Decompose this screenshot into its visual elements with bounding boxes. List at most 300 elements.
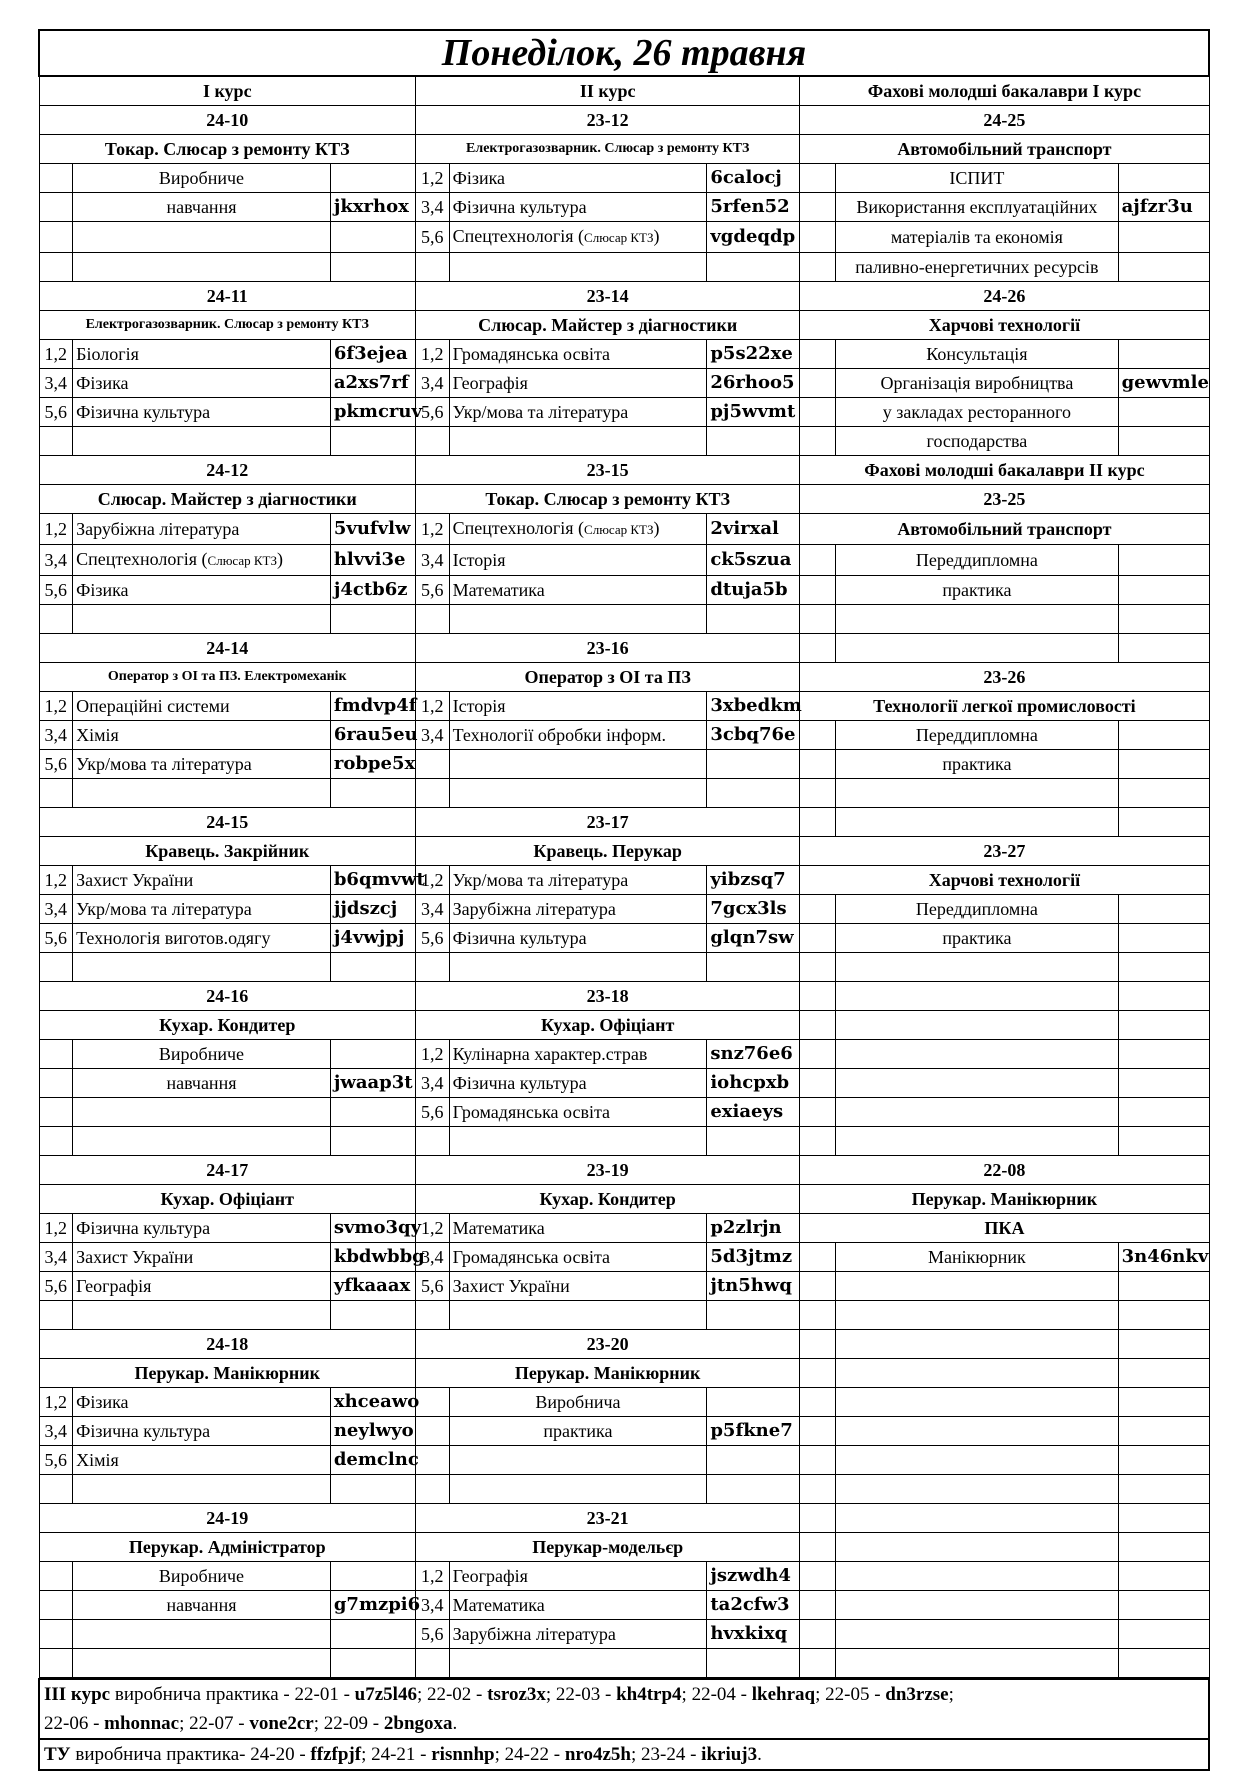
footer-text: ; 24-22 - (494, 1744, 565, 1765)
subject-note: Слюсар КТЗ (584, 522, 654, 537)
subject-cell (449, 750, 707, 779)
pair-number (800, 1620, 836, 1649)
pair-number (800, 924, 836, 953)
class-code (707, 1649, 800, 1678)
pair-number (800, 982, 836, 1011)
footer-text: 22-06 - (44, 1713, 105, 1734)
subject-cell (836, 1098, 1118, 1127)
schedule-row (39, 282, 1209, 311)
subject-cell (836, 1069, 1118, 1098)
class-code (707, 750, 800, 779)
pair-number (416, 605, 450, 634)
pair-number (800, 1562, 836, 1591)
subject-cell: Укр/мова та література (449, 866, 707, 895)
class-code (330, 1562, 415, 1591)
subject-cell (73, 1301, 331, 1330)
class-code: demclnc (330, 1446, 415, 1475)
subject-cell: Захист України (73, 1243, 331, 1272)
subject-cell: Фізика (449, 164, 707, 193)
class-code: 6rau5eu (330, 721, 415, 750)
class-code (1118, 605, 1209, 634)
class-code (330, 164, 415, 193)
footer-text: виробнича практика - 22-01 - (110, 1684, 355, 1705)
subject-cell: навчання (73, 193, 331, 222)
footer-text: . (452, 1713, 458, 1734)
group-code: 23-14 (416, 282, 800, 311)
subject-cell (449, 427, 707, 456)
footer-code: ikriuj3 (701, 1744, 758, 1765)
group-code: 24-18 (39, 1330, 416, 1359)
pair-number (800, 369, 836, 398)
group-specialty: Кухар. Кондитер (416, 1185, 800, 1214)
class-code: iohcpxb (707, 1069, 800, 1098)
class-code (1118, 634, 1209, 663)
class-code (707, 953, 800, 982)
group-code: 23-26 (800, 663, 1209, 692)
pair-number (416, 1475, 450, 1504)
schedule-row (39, 1214, 1209, 1243)
group-code: 23-17 (416, 808, 800, 837)
class-code: fmdvp4f (330, 692, 415, 721)
schedule-row (39, 135, 1209, 164)
group-code: 24-12 (39, 456, 416, 485)
subject-text: ) (276, 549, 283, 569)
subject-cell: Математика (449, 1214, 707, 1243)
subject-cell: Виробниче (73, 1562, 331, 1591)
schedule-row (39, 1156, 1209, 1185)
group-specialty: Фахові молодші бакалаври II курс (800, 456, 1209, 485)
pair-number: 5,6 (39, 576, 73, 605)
subject-cell (449, 1446, 707, 1475)
class-code (330, 222, 415, 253)
class-code (1118, 924, 1209, 953)
schedule-row (39, 106, 1209, 135)
group-specialty: Харчові технології (800, 866, 1209, 895)
course-row (39, 76, 1209, 106)
subject-cell (73, 427, 331, 456)
schedule-row (39, 1591, 1209, 1620)
course-header-2: II курс (416, 76, 800, 106)
pair-number: 3,4 (39, 545, 73, 576)
pair-number: 1,2 (416, 1214, 450, 1243)
subject-cell: Фізична культура (73, 398, 331, 427)
subject-cell (836, 1388, 1118, 1417)
footer-text: ; 22-05 - (815, 1684, 886, 1705)
class-code: kbdwbbg (330, 1243, 415, 1272)
subject-text: ) (653, 226, 660, 246)
subject-cell: матеріалів та економія (836, 222, 1118, 253)
pair-number (39, 1591, 73, 1620)
class-code (707, 1388, 800, 1417)
group-specialty: Перукар. Адміністратор (39, 1533, 416, 1562)
group-specialty: Харчові технології (800, 311, 1209, 340)
class-code (1118, 953, 1209, 982)
schedule-row (39, 1475, 1209, 1504)
pair-number (39, 253, 73, 282)
subject-cell: навчання (73, 1069, 331, 1098)
group-specialty: Кухар. Кондитер (39, 1011, 416, 1040)
subject-cell: Захист України (73, 866, 331, 895)
pair-number: 1,2 (39, 1214, 73, 1243)
pair-number (416, 1649, 450, 1678)
class-code: j4ctb6z (330, 576, 415, 605)
pair-number (39, 1127, 73, 1156)
subject-cell (836, 634, 1118, 663)
class-code (1118, 222, 1209, 253)
subject-cell (836, 1301, 1118, 1330)
class-code (707, 605, 800, 634)
footer-text: . (757, 1744, 762, 1765)
footer-notes (38, 1678, 1210, 1771)
group-specialty: Електрогазозварник. Слюсар з ремонту КТЗ (39, 311, 416, 340)
course-header-3: Фахові молодші бакалаври I курс (800, 76, 1209, 106)
group-code: 23-19 (416, 1156, 800, 1185)
pair-number: 1,2 (39, 514, 73, 545)
schedule-table (38, 29, 1210, 1678)
subject-cell: Хімія (73, 1446, 331, 1475)
class-code (1118, 779, 1209, 808)
schedule-row (39, 193, 1209, 222)
subject-cell (836, 1591, 1118, 1620)
subject-cell: практика (449, 1417, 707, 1446)
subject-cell: Зарубіжна література (449, 895, 707, 924)
class-code (1118, 721, 1209, 750)
pair-number (39, 1562, 73, 1591)
subject-cell: Біологія (73, 340, 331, 369)
class-code (1118, 982, 1209, 1011)
group-code: 24-14 (39, 634, 416, 663)
pair-number (416, 1388, 450, 1417)
pair-number (800, 1446, 836, 1475)
subject-cell: Укр/мова та література (449, 398, 707, 427)
pair-number (800, 1475, 836, 1504)
schedule-row (39, 750, 1209, 779)
schedule-row (39, 576, 1209, 605)
class-code: g7mzpi6 (330, 1591, 415, 1620)
subject-cell: Переддипломна (836, 895, 1118, 924)
schedule-row (39, 1533, 1209, 1562)
subject-cell (836, 779, 1118, 808)
footer-text: ; 22-07 - (179, 1713, 250, 1734)
schedule-row (39, 808, 1209, 837)
subject-cell: Фізична культура (449, 1069, 707, 1098)
group-specialty: Електрогазозварник. Слюсар з ремонту КТЗ (416, 135, 800, 164)
schedule-row (39, 1127, 1209, 1156)
subject-text: ) (653, 518, 660, 538)
group-specialty: Перукар. Манікюрник (39, 1359, 416, 1388)
class-code: svmo3qy (330, 1214, 415, 1243)
pair-number (800, 1330, 836, 1359)
group-code: 24-19 (39, 1504, 416, 1533)
subject-cell: Громадянська освіта (449, 1098, 707, 1127)
group-code: 24-15 (39, 808, 416, 837)
subject-cell: у закладах ресторанного (836, 398, 1118, 427)
group-code: 24-17 (39, 1156, 416, 1185)
footer-code: ffzfpjf (310, 1744, 362, 1765)
pair-number: 5,6 (39, 750, 73, 779)
subject-cell (449, 779, 707, 808)
pair-number: 1,2 (416, 340, 450, 369)
group-specialty: Кухар. Офіціант (416, 1011, 800, 1040)
group-code: 23-27 (800, 837, 1209, 866)
class-code: 2virxal (707, 514, 800, 545)
group-code: 24-16 (39, 982, 416, 1011)
pair-number: 3,4 (39, 1417, 73, 1446)
pair-number: 1,2 (416, 1562, 450, 1591)
class-code (1118, 750, 1209, 779)
class-code (330, 605, 415, 634)
class-code: 5d3jtmz (707, 1243, 800, 1272)
footer-line-3rd-course (40, 1680, 1208, 1709)
class-code (1118, 253, 1209, 282)
subject-cell: практика (836, 576, 1118, 605)
subject-cell: паливно-енергетичних ресурсів (836, 253, 1118, 282)
class-code (1118, 1098, 1209, 1127)
subject-cell: Технології обробки інформ. (449, 721, 707, 750)
subject-cell (449, 1649, 707, 1678)
subject-cell (836, 1040, 1118, 1069)
class-code (707, 1446, 800, 1475)
subject-cell: навчання (73, 1591, 331, 1620)
group-specialty: Оператор з ОІ та ПЗ (416, 663, 800, 692)
class-code (330, 1301, 415, 1330)
group-code: 23-21 (416, 1504, 800, 1533)
group-specialty: Кравець. Перукар (416, 837, 800, 866)
class-code: b6qmvwt (330, 866, 415, 895)
class-code: vgdeqdp (707, 222, 800, 253)
class-code (1118, 1562, 1209, 1591)
footer-code: kh4trp4 (616, 1684, 682, 1705)
pair-number (800, 1417, 836, 1446)
pair-number (800, 193, 836, 222)
group-specialty: Кухар. Офіціант (39, 1185, 416, 1214)
class-code: 3cbq76e (707, 721, 800, 750)
pair-number: 3,4 (416, 193, 450, 222)
class-code (1118, 808, 1209, 837)
pair-number: 5,6 (416, 924, 450, 953)
subject-cell: Консультація (836, 340, 1118, 369)
pair-number: 5,6 (39, 1272, 73, 1301)
subject-cell: Організація виробництва (836, 369, 1118, 398)
pair-number (39, 605, 73, 634)
pair-number: 3,4 (39, 895, 73, 924)
pair-number (800, 721, 836, 750)
subject-cell: Хімія (73, 721, 331, 750)
schedule-row (39, 1098, 1209, 1127)
subject-note: Слюсар КТЗ (584, 230, 654, 245)
class-code: ajfzr3u (1118, 193, 1209, 222)
class-code (330, 1620, 415, 1649)
subject-cell (836, 1359, 1118, 1388)
pair-number (800, 398, 836, 427)
class-code (707, 427, 800, 456)
class-code: hlvvi3e (330, 545, 415, 576)
class-code: jkxrhox (330, 193, 415, 222)
pair-number (800, 808, 836, 837)
schedule-row (39, 1330, 1209, 1359)
pair-number (800, 895, 836, 924)
class-code (1118, 164, 1209, 193)
subject-cell: Укр/мова та література (73, 895, 331, 924)
schedule-row (39, 982, 1209, 1011)
schedule-row (39, 605, 1209, 634)
subject-cell (836, 1417, 1118, 1446)
class-code (330, 1475, 415, 1504)
pair-number (800, 164, 836, 193)
class-code (1118, 1359, 1209, 1388)
group-code: 23-15 (416, 456, 800, 485)
class-code (1118, 1533, 1209, 1562)
pair-number (416, 750, 450, 779)
class-code (707, 1127, 800, 1156)
pair-number: 5,6 (416, 576, 450, 605)
class-code: p5s22xe (707, 340, 800, 369)
pair-number (800, 1069, 836, 1098)
class-code: glqn7sw (707, 924, 800, 953)
class-code (1118, 1417, 1209, 1446)
subject-cell (836, 1620, 1118, 1649)
pair-number: 1,2 (39, 340, 73, 369)
subject-cell: Використання експлуатаційних (836, 193, 1118, 222)
subject-cell: Фізика (73, 369, 331, 398)
pair-number: 3,4 (416, 369, 450, 398)
subject-note: Слюсар КТЗ (207, 553, 277, 568)
schedule-row (39, 721, 1209, 750)
class-code (1118, 1475, 1209, 1504)
schedule-row (39, 953, 1209, 982)
schedule-row (39, 837, 1209, 866)
schedule-row (39, 1185, 1209, 1214)
pair-number (800, 1649, 836, 1678)
subject-cell (73, 1620, 331, 1649)
class-code: jwaap3t (330, 1069, 415, 1098)
class-code (330, 1127, 415, 1156)
schedule-row (39, 1243, 1209, 1272)
class-code (330, 1098, 415, 1127)
class-code (1118, 1446, 1209, 1475)
class-code (1118, 1040, 1209, 1069)
schedule-row (39, 1504, 1209, 1533)
pair-number (800, 605, 836, 634)
footer-code: ТУ (44, 1744, 71, 1765)
subject-cell (449, 514, 707, 545)
schedule-row (39, 340, 1209, 369)
subject-cell (73, 1098, 331, 1127)
pair-number: 3,4 (39, 1243, 73, 1272)
footer-code: lkehraq (751, 1684, 816, 1705)
pair-number (39, 222, 73, 253)
group-specialty: Автомобільний транспорт (800, 514, 1209, 545)
schedule-row (39, 1011, 1209, 1040)
subject-cell: Виробниче (73, 164, 331, 193)
group-code: 23-25 (800, 485, 1209, 514)
class-code: robpe5x (330, 750, 415, 779)
footer-line-tu (40, 1738, 1208, 1769)
schedule-row (39, 634, 1209, 663)
footer-code: nro4z5h (564, 1744, 631, 1765)
class-code (1118, 545, 1209, 576)
subject-cell: Фізична культура (73, 1214, 331, 1243)
pair-number: 5,6 (416, 1620, 450, 1649)
pair-number (39, 1069, 73, 1098)
pair-number: 1,2 (39, 1388, 73, 1417)
pair-number (39, 779, 73, 808)
subject-cell (449, 1475, 707, 1504)
footer-line-3rd-course-cont (40, 1709, 1208, 1738)
subject-cell: Технологія виготов.одягу (73, 924, 331, 953)
pair-number (800, 1040, 836, 1069)
schedule-row (39, 1301, 1209, 1330)
schedule-row (39, 311, 1209, 340)
schedule-sheet (38, 29, 1210, 1771)
subject-cell: Укр/мова та література (73, 750, 331, 779)
pair-number: 3,4 (39, 721, 73, 750)
group-specialty: Слюсар. Майстер з діагностики (39, 485, 416, 514)
pair-number (39, 1475, 73, 1504)
pair-number: 1,2 (416, 692, 450, 721)
pair-number: 5,6 (416, 1098, 450, 1127)
class-code: pkmcruv (330, 398, 415, 427)
pair-number (800, 1243, 836, 1272)
schedule-row (39, 779, 1209, 808)
class-code (707, 1475, 800, 1504)
pair-number (800, 1533, 836, 1562)
pair-number (416, 1127, 450, 1156)
pair-number: 1,2 (416, 514, 450, 545)
subject-cell: Історія (449, 545, 707, 576)
class-code: pj5wvmt (707, 398, 800, 427)
subject-cell (73, 1649, 331, 1678)
pair-number (416, 253, 450, 282)
pair-number (416, 427, 450, 456)
class-code (707, 253, 800, 282)
subject-cell (836, 1272, 1118, 1301)
class-code (1118, 1127, 1209, 1156)
pair-number (800, 953, 836, 982)
footer-text: виробнича практика- 24-20 - (70, 1744, 311, 1765)
class-code (707, 1301, 800, 1330)
subject-cell: ІСПИТ (836, 164, 1118, 193)
schedule-row (39, 663, 1209, 692)
class-code: dtuja5b (707, 576, 800, 605)
pair-number: 1,2 (416, 866, 450, 895)
subject-cell: Математика (449, 1591, 707, 1620)
group-code: 23-18 (416, 982, 800, 1011)
pair-number (39, 164, 73, 193)
subject-cell (449, 1127, 707, 1156)
class-code (330, 427, 415, 456)
subject-cell (836, 1011, 1118, 1040)
group-specialty: Перукар. Манікюрник (416, 1359, 800, 1388)
class-code (1118, 576, 1209, 605)
schedule-row (39, 1417, 1209, 1446)
class-code (1118, 1620, 1209, 1649)
schedule-row (39, 1649, 1209, 1678)
pair-number: 5,6 (416, 398, 450, 427)
pair-number: 1,2 (39, 692, 73, 721)
schedule-row (39, 1388, 1209, 1417)
class-code: 6calocj (707, 164, 800, 193)
group-specialty: Оператор з ОІ та ПЗ. Електромеханік (39, 663, 416, 692)
group-specialty: Технології легкої промисловості (800, 692, 1209, 721)
subject-text: Спецтехнологія ( (452, 518, 585, 538)
footer-text: ; 23-24 - (630, 1744, 702, 1765)
pair-number (800, 1011, 836, 1040)
pair-number (416, 1446, 450, 1475)
pair-number (800, 576, 836, 605)
class-code (1118, 1069, 1209, 1098)
footer-code: vone2cr (249, 1713, 314, 1734)
